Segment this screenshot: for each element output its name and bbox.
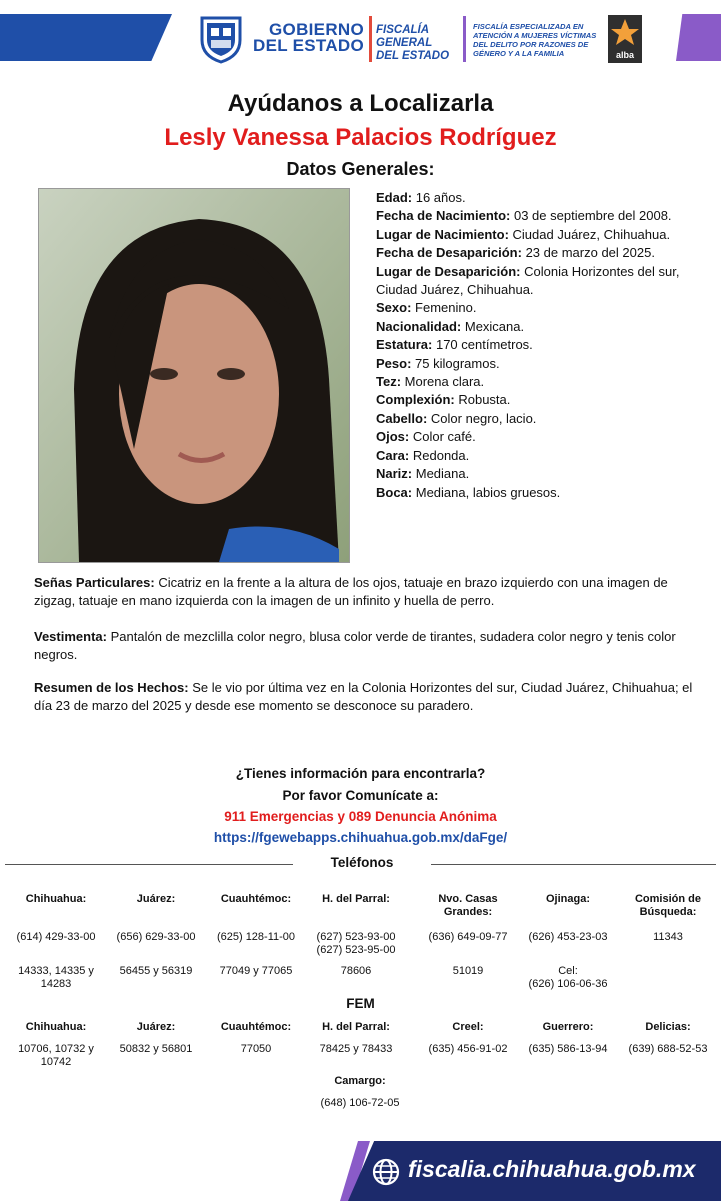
detail-value: 23 de marzo del 2025. (521, 245, 655, 261)
detail-label: Boca: (376, 484, 413, 500)
fem-header: Chihuahua: (25, 1021, 87, 1033)
detail-item (376, 336, 696, 354)
header-right-band (676, 14, 721, 61)
header-divider (369, 16, 372, 62)
detail-item (376, 355, 696, 373)
section-title: Datos Generales: (286, 159, 435, 179)
fem-header: Juárez: (136, 1021, 176, 1033)
tel-extension: 78606 (340, 965, 372, 977)
emergency-numbers: 911 Emergencias y 089 Denuncia Anónima (224, 809, 497, 824)
header-divider (463, 16, 466, 62)
divider (431, 864, 716, 865)
tel-extension: Cel: (626) 106-06-36 (528, 965, 608, 990)
missing-person-photo (38, 188, 350, 563)
detail-value: Morena clara. (401, 374, 485, 390)
fem-number: 50832 y 56801 (119, 1043, 193, 1055)
detail-label: Estatura: (376, 337, 433, 353)
vestimenta: Vestimenta: Pantalón de mezclilla color negro, blusa color verde de tirantes, sudadera color negro y tenis color negros. (34, 629, 676, 662)
tel-header: Chihuahua: (25, 893, 87, 905)
senas-particulares: Señas Particulares: Cicatriz en la frente a la altura de los ojos, tatuaje en brazo izquierdo con una imagen de zigzag, tatuaje en mano izquierda con la imagen de un infinito y huella de perro. (34, 575, 668, 608)
detail-label: Nariz: (376, 466, 413, 482)
detail-item (376, 373, 696, 391)
general-data-list (376, 189, 696, 502)
detail-item (376, 484, 696, 502)
fem-number: (639) 688-52-53 (628, 1043, 708, 1055)
detail-value: Robusta. (454, 392, 511, 408)
page-title: Ayúdanos a Localizarla (227, 90, 494, 117)
detail-item (376, 465, 696, 483)
tel-extension: 56455 y 56319 (119, 965, 193, 977)
divider (5, 864, 293, 865)
detail-label: Ojos: (376, 429, 410, 445)
detail-label: Cabello: (376, 410, 428, 426)
tel-number: (625) 128-11-00 (216, 931, 296, 943)
fem-number: 10706, 10732 y 10742 (18, 1043, 94, 1068)
detail-value: Mediana. (412, 466, 470, 482)
tel-extension: 51019 (452, 965, 484, 977)
tel-number: (614) 429-33-00 (16, 931, 96, 943)
detail-value: Mexicana. (461, 318, 525, 334)
tel-extension: 14333, 14335 y 14283 (18, 965, 94, 990)
detail-value: 03 de septiembre del 2008. (510, 208, 672, 224)
tel-number: (626) 453-23-03 (528, 931, 608, 943)
detail-value: Femenino. (411, 300, 477, 316)
detail-value: Colonia Horizontes del sur, Ciudad Juárez, Chihuahua. (376, 263, 680, 298)
tel-extension: 77049 y 77065 (219, 965, 293, 977)
detail-value: 75 kilogramos. (411, 355, 500, 371)
detail-label: Lugar de Desaparición: (376, 263, 521, 279)
fem-title: FEM (346, 996, 375, 1011)
fem-header: Delicias: (645, 1021, 691, 1033)
telefonos-title: Teléfonos (330, 855, 394, 870)
detail-item (376, 244, 696, 262)
detail-value: Mediana, labios gruesos. (412, 484, 561, 500)
detail-value: 16 años. (412, 190, 466, 205)
fem-number: (635) 456-91-02 (428, 1043, 508, 1055)
detail-label: Tez: (376, 374, 402, 390)
detail-item (376, 318, 696, 336)
detail-label: Fecha de Desaparición: (376, 245, 522, 261)
detail-label: Cara: (376, 447, 410, 463)
tel-number: (627) 523-93-00 (627) 523-95-00 (316, 931, 396, 956)
fem-number: (635) 586-13-94 (528, 1043, 608, 1055)
detail-item (376, 299, 696, 317)
tel-header: Ojinaga: (545, 893, 590, 905)
fem-number: 78425 y 78433 (319, 1043, 393, 1055)
contact-please: Por favor Comunícate a: (282, 788, 439, 803)
detail-label: Fecha de Nacimiento: (376, 208, 511, 224)
camargo-label: Camargo: (334, 1075, 386, 1087)
globe-icon (372, 1158, 400, 1186)
fem-header: Cuauhtémoc: (220, 1021, 292, 1033)
detail-value: Color negro, lacio. (427, 410, 537, 426)
tel-number: (656) 629-33-00 (116, 931, 196, 943)
detail-label: Lugar de Nacimiento: (376, 226, 509, 242)
detail-value: Ciudad Juárez, Chihuahua. (508, 226, 671, 242)
gobierno-del-estado: GOBIERNO DEL ESTADO (253, 20, 364, 55)
detail-item (376, 207, 696, 225)
detail-item (376, 189, 696, 207)
contact-question: ¿Tienes información para encontrarla? (235, 766, 486, 781)
tel-header: H. del Parral: (322, 893, 390, 905)
detail-item (376, 226, 696, 244)
fem-header: Creel: (452, 1021, 484, 1033)
detail-item (376, 263, 696, 300)
detail-label: Complexión: (376, 392, 455, 408)
detail-value: Redonda. (409, 447, 470, 463)
tel-header: Comisión de Búsqueda: (634, 893, 701, 918)
alba-label: alba (615, 50, 634, 60)
tel-number: (636) 649-09-77 (428, 931, 508, 943)
fem-header: H. del Parral: (322, 1021, 390, 1033)
missing-person-name: Lesly Vanessa Palacios Rodríguez (164, 124, 557, 151)
detail-label: Sexo: (376, 300, 412, 316)
detail-item (376, 428, 696, 446)
tel-header: Nvo. Casas Grandes: (438, 893, 498, 918)
detail-label: Peso: (376, 355, 412, 371)
detail-label: Nacionalidad: (376, 318, 462, 334)
detail-value: Color café. (409, 429, 476, 445)
tel-header: Cuauhtémoc: (220, 893, 292, 905)
camargo-phone: (648) 106-72-05 (320, 1097, 400, 1109)
detail-item (376, 391, 696, 409)
tel-header: Juárez: (136, 893, 176, 905)
fiscalia-general: FISCALÍA GENERAL DEL ESTADO (376, 24, 450, 62)
fiscalia-especializada: FISCALÍA ESPECIALIZADA EN ATENCIÓN A MUJERES VÍCTIMAS DEL DELITO POR RAZONES DE GÉNERO Y A LA FAMILIA (473, 22, 597, 58)
fem-number: 77050 (240, 1043, 272, 1055)
fem-header: Guerrero: (542, 1021, 594, 1033)
state-shield-logo (198, 14, 244, 64)
detail-value: 170 centímetros. (432, 337, 533, 353)
footer-website[interactable]: fiscalia.chihuahua.gob.mx (408, 1156, 696, 1182)
detail-label: Edad: (376, 190, 413, 205)
detail-item (376, 447, 696, 465)
report-url[interactable]: https://fgewebapps.chihuahua.gob.mx/daFge/ (213, 830, 508, 845)
detail-item (376, 410, 696, 428)
resumen-hechos: Resumen de los Hechos: Se le vio por última vez en la Colonia Horizontes del sur, Ciudad Juárez, Chihuahua; el día 23 de marzo del 2025 y desde ese momento se desconoce su paradero. (34, 680, 693, 713)
tel-number: 11343 (653, 931, 683, 943)
header-left-band (0, 14, 172, 61)
